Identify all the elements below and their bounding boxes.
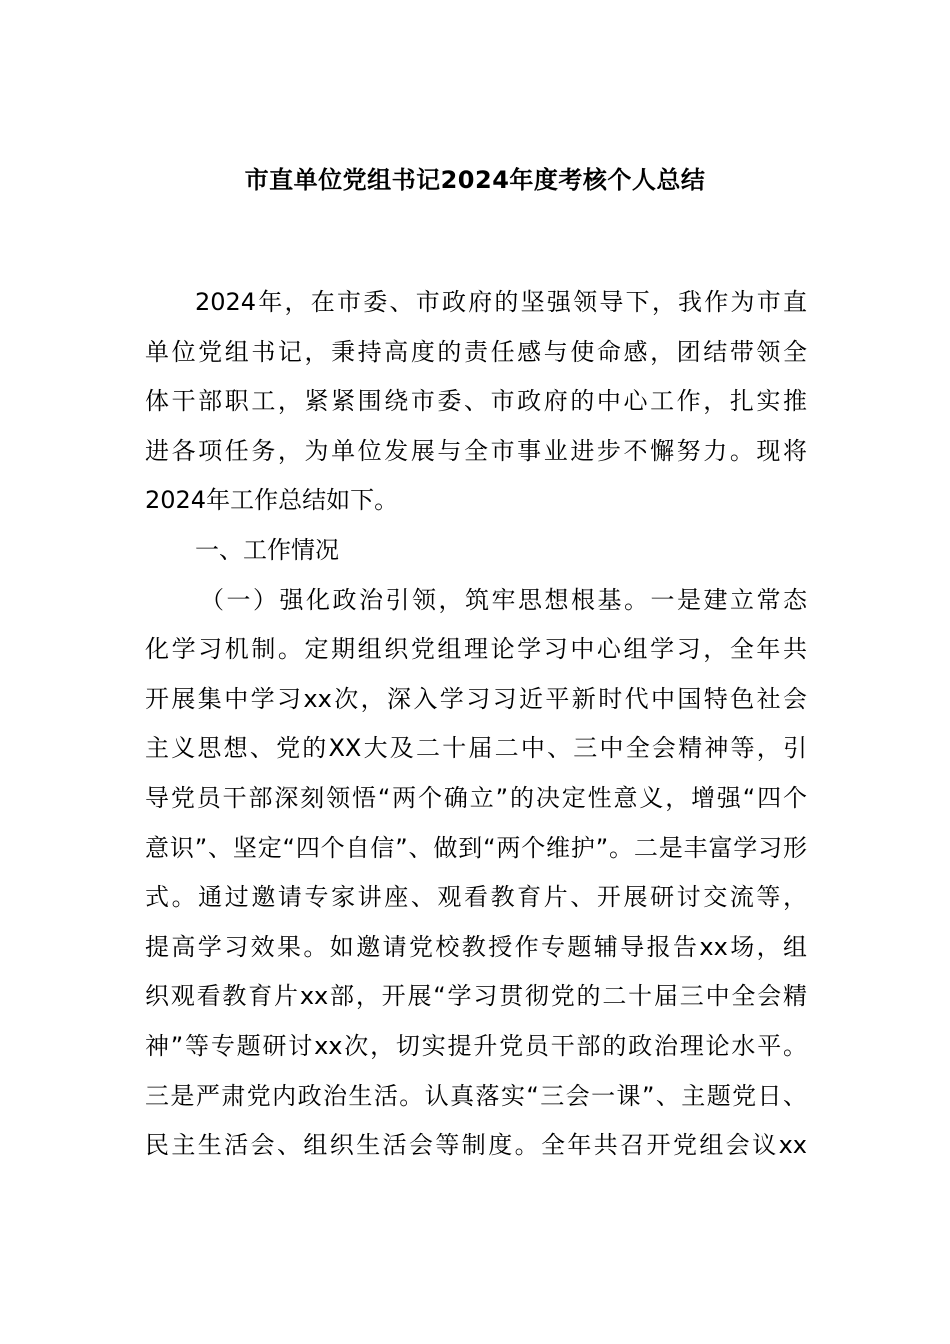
document-body xyxy=(145,283,807,1176)
paragraph-line: 进各项任务，为单位发展与全市事业进步不懈努力。现将 xyxy=(145,436,807,465)
paragraph-line: 意识”、坚定“四个自信”、做到“两个维护”。二是丰富学习形 xyxy=(145,833,807,862)
paragraph-line: （一）强化政治引领，筑牢思想根基。一是建立常态 xyxy=(200,585,807,614)
paragraph-line: 民主生活会、组织生活会等制度。全年共召开党组会议xx xyxy=(145,1131,807,1160)
paragraph-line: 织观看教育片xx部，开展“学习贯彻党的二十届三中全会精 xyxy=(145,982,807,1011)
paragraph-line: 开展集中学习xx次，深入学习习近平新时代中国特色社会 xyxy=(145,684,807,713)
paragraph-line: 体干部职工，紧紧围绕市委、市政府的中心工作，扎实推 xyxy=(145,387,807,416)
paragraph-line: 提高学习效果。如邀请党校教授作专题辅导报告xx场，组 xyxy=(145,932,807,961)
paragraph-line: 主义思想、党的XX大及二十届二中、三中全会精神等，引 xyxy=(145,734,807,763)
paragraph-line: 2024年工作总结如下。 xyxy=(145,486,399,515)
document-title: 市直单位党组书记2024年度考核个人总结 xyxy=(244,166,706,194)
paragraph-line: 导党员干部深刻领悟“两个确立”的决定性意义，增强“四个 xyxy=(145,783,807,812)
paragraph-line: 神”等专题研讨xx次，切实提升党员干部的政治理论水平。 xyxy=(145,1031,807,1060)
paragraph-line: 三是严肃党内政治生活。认真落实“三会一课”、主题党日、 xyxy=(145,1081,807,1110)
paragraph-line: 化学习机制。定期组织党组理论学习中心组学习，全年共 xyxy=(145,635,807,664)
section-heading: 一、工作情况 xyxy=(195,535,339,564)
paragraph-line: 式。通过邀请专家讲座、观看教育片、开展研讨交流等， xyxy=(145,883,807,912)
paragraph-line: 2024年，在市委、市政府的坚强领导下，我作为市直 xyxy=(195,288,807,316)
paragraph-line: 单位党组书记，秉持高度的责任感与使命感，团结带领全 xyxy=(145,337,807,366)
